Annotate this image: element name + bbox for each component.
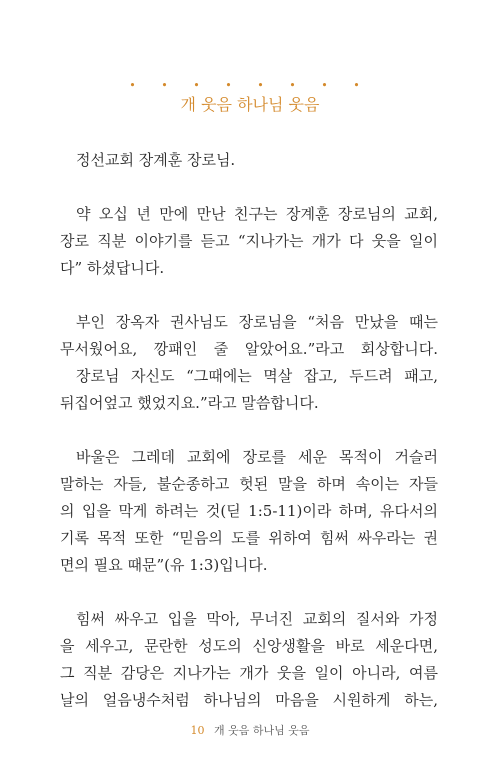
body-text [60, 147, 438, 714]
paragraph-line: 말하는 자들, 불순종하고 헛된 말을 하며 속이는 자들 [60, 475, 438, 493]
paragraph-line: 을 세우고, 문란한 성도의 신앙생활을 바로 세운다면, [60, 637, 438, 655]
paragraph-line: 장로 직분 이야기를 듣고 “지나가는 개가 다 웃을 일이 [60, 232, 438, 250]
running-title: 개 웃음 하나님 웃음 [214, 724, 310, 737]
paragraph-line: 힘써 싸우고 입을 막아, 무너진 교회의 질서와 가정 [76, 610, 438, 628]
page-footer [0, 722, 500, 738]
paragraph-line: 정선교회 장계훈 장로님. [76, 151, 236, 169]
paragraph-line: 부인 장옥자 권사님도 장로님을 “처음 만났을 때는 [76, 313, 438, 331]
page-title: 개 웃음 하나님 웃음 [180, 95, 320, 114]
paragraph-gap [60, 282, 438, 309]
page-number: 10 [190, 724, 205, 737]
paragraph-gap [60, 174, 438, 201]
paragraph-line: 그 직분 감당은 지나가는 개가 웃을 일이 아니라, 여름 [60, 664, 438, 682]
paragraph-line: 뒤집어엎고 했었지요.”라고 말씀합니다. [60, 394, 319, 412]
paragraph-line: 면의 필요 때문”(유 1:3)입니다. [60, 556, 268, 574]
paragraph-gap [60, 417, 438, 444]
paragraph-line: 무서웠어요, 깡패인 줄 알았어요.”라고 회상합니다. [60, 340, 438, 358]
paragraph-line: 다” 하셨답니다. [60, 259, 165, 277]
paragraph-line: 기록 목적 또한 “믿음의 도를 위하여 힘써 싸우라는 권 [60, 529, 438, 547]
paragraph-line: 장로님 자신도 “그때에는 멱살 잡고, 두드려 패고, [76, 367, 438, 385]
paragraph-line: 날의 얼음냉수처럼 하나님의 마음을 시원하게 하는, [60, 691, 438, 709]
paragraph-line: 바울은 그레데 교회에 장로를 세운 목적이 거슬러 [76, 448, 438, 466]
decorative-dots: • • • • • • • • [129, 79, 371, 92]
paragraph-gap [60, 579, 438, 606]
paragraph-line: 약 오십 년 만에 만난 친구는 장계훈 장로님의 교회, [76, 205, 438, 223]
paragraph-line: 의 입을 막게 하려는 것(딛 1:5-11)이라 하며, 유다서의 [60, 502, 438, 520]
